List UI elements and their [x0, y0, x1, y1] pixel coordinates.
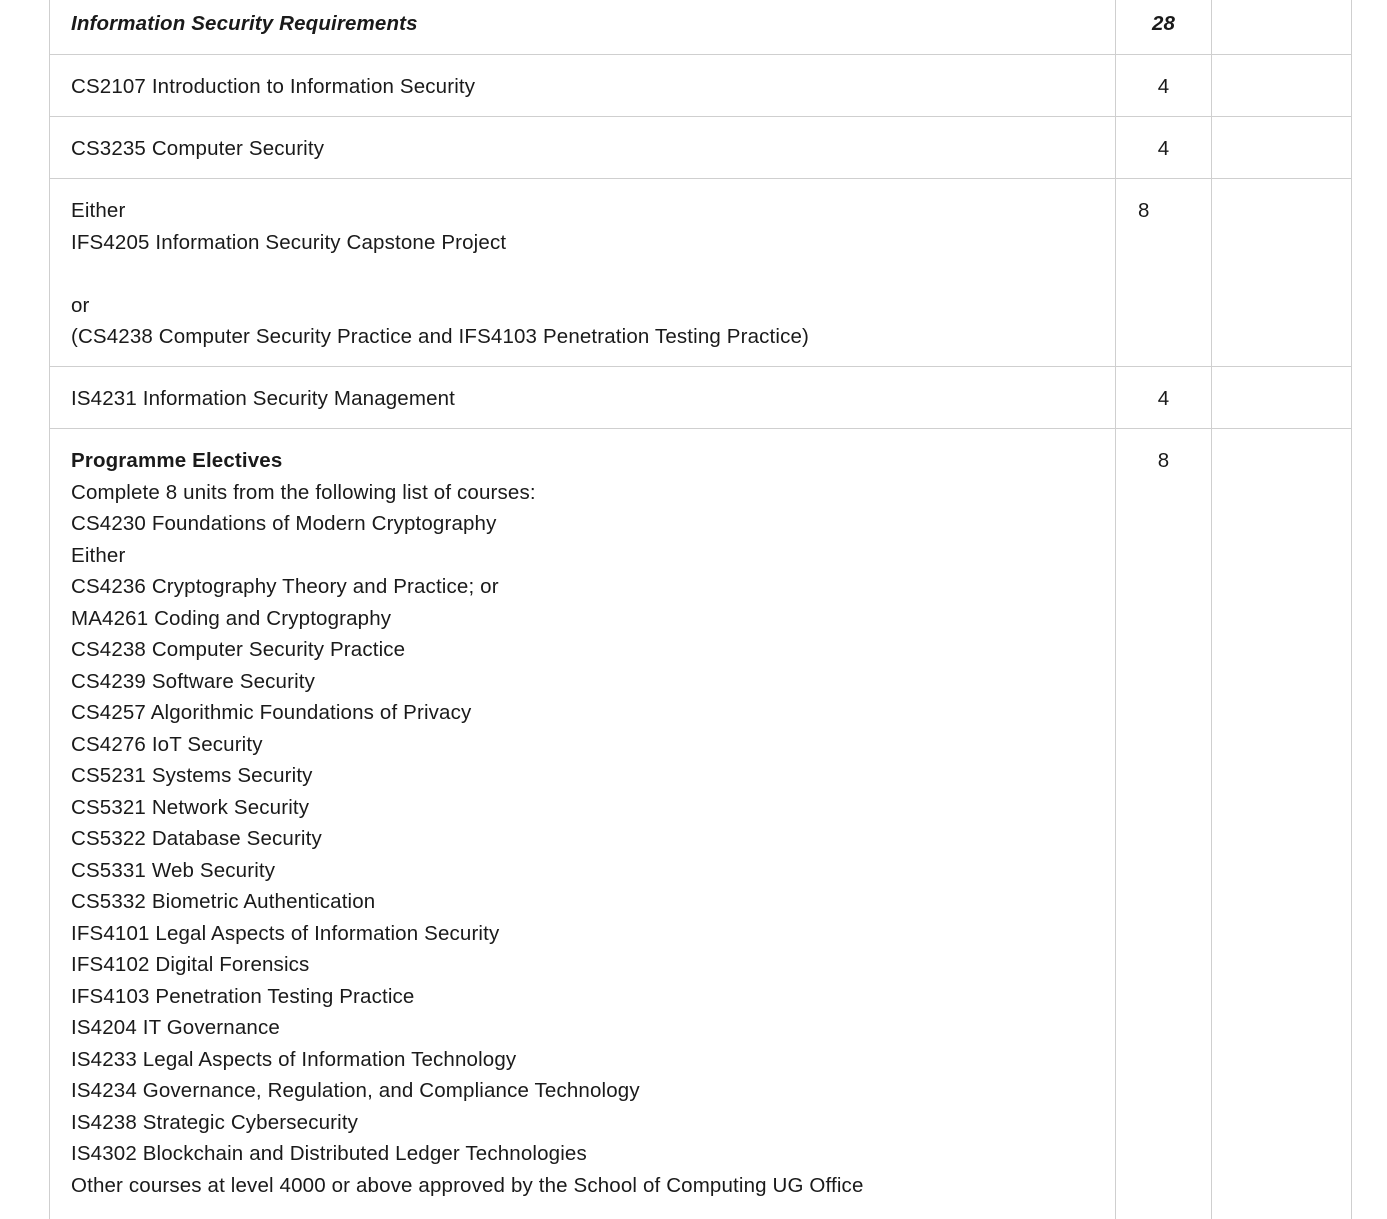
elective-course: CS5322 Database Security	[71, 827, 322, 850]
empty-cell	[1212, 55, 1351, 116]
either-label: Either	[71, 199, 126, 222]
course-name: IS4231 Information Security Management	[71, 387, 456, 410]
course-name: IFS4205 Information Security Capstone Project	[71, 230, 507, 254]
units-cell	[1116, 179, 1212, 366]
units-cell	[1116, 0, 1212, 54]
either-label: Either	[71, 543, 126, 567]
empty-cell	[1212, 0, 1351, 54]
section-title: Information Security Requirements	[71, 12, 418, 35]
table-row	[50, 55, 1351, 117]
units-value: 4	[1157, 137, 1170, 160]
table-row	[50, 179, 1351, 367]
units-value: 28	[1151, 12, 1176, 35]
electives-note: Other courses at level 4000 or above approved by the School of Computing UG Office	[71, 1173, 864, 1197]
elective-course: IS4234 Governance, Regulation, and Compliance Technology	[71, 1079, 640, 1102]
table-row-header	[50, 0, 1351, 55]
course-name: CS2107 Introduction to Information Security	[71, 75, 476, 98]
units-cell	[1116, 367, 1212, 428]
elective-course: CS4236 Cryptography Theory and Practice; or	[71, 575, 499, 598]
elective-course: IS4238 Strategic Cybersecurity	[71, 1110, 359, 1134]
elective-course: IFS4101 Legal Aspects of Information Security	[71, 921, 500, 945]
elective-course: IFS4103 Penetration Testing Practice	[71, 984, 415, 1008]
empty-cell	[1212, 179, 1351, 366]
requirement-cell	[50, 429, 1116, 1219]
elective-course: CS5321 Network Security	[71, 795, 310, 819]
empty-cell	[1212, 117, 1351, 178]
spacer	[71, 258, 1095, 290]
requirements-table	[49, 0, 1352, 1219]
table-row	[50, 117, 1351, 179]
units-value: 8	[1138, 199, 1150, 222]
empty-cell	[1212, 367, 1351, 428]
units-value: 4	[1157, 75, 1170, 98]
units-cell	[1116, 429, 1212, 1219]
elective-course: CS4238 Computer Security Practice	[71, 638, 406, 661]
elective-course: CS5332 Biometric Authentication	[71, 890, 376, 913]
elective-course: IS4204 IT Governance	[71, 1016, 280, 1039]
requirement-cell	[50, 117, 1116, 178]
units-value: 8	[1157, 449, 1170, 472]
elective-course: CS5331 Web Security	[71, 858, 276, 882]
units-cell	[1116, 117, 1212, 178]
units-cell	[1116, 55, 1212, 116]
elective-course: MA4261 Coding and Cryptography	[71, 606, 392, 630]
elective-course: CS4276 IoT Security	[71, 732, 263, 756]
elective-course: CS4257 Algorithmic Foundations of Privacy	[71, 701, 472, 724]
or-label: or	[71, 293, 90, 317]
electives-instruction: Complete 8 units from the following list of courses:	[71, 480, 536, 504]
empty-cell	[1212, 429, 1351, 1219]
elective-course: CS4230 Foundations of Modern Cryptography	[71, 512, 497, 535]
course-name: (CS4238 Computer Security Practice and IFS4103 Penetration Testing Practice)	[71, 325, 809, 348]
elective-course: IS4233 Legal Aspects of Information Technology	[71, 1047, 517, 1071]
elective-course: CS4239 Software Security	[71, 669, 316, 693]
elective-course: IFS4102 Digital Forensics	[71, 953, 310, 976]
requirement-cell	[50, 55, 1116, 116]
units-value: 4	[1157, 387, 1170, 410]
table-row-electives	[50, 429, 1351, 1219]
requirement-cell	[50, 0, 1116, 54]
electives-title: Programme Electives	[71, 449, 283, 472]
elective-course: CS5231 Systems Security	[71, 764, 313, 787]
requirement-cell	[50, 367, 1116, 428]
elective-course: IS4302 Blockchain and Distributed Ledger Technologies	[71, 1142, 587, 1165]
table-row	[50, 367, 1351, 429]
requirement-cell	[50, 179, 1116, 366]
course-name: CS3235 Computer Security	[71, 137, 325, 160]
